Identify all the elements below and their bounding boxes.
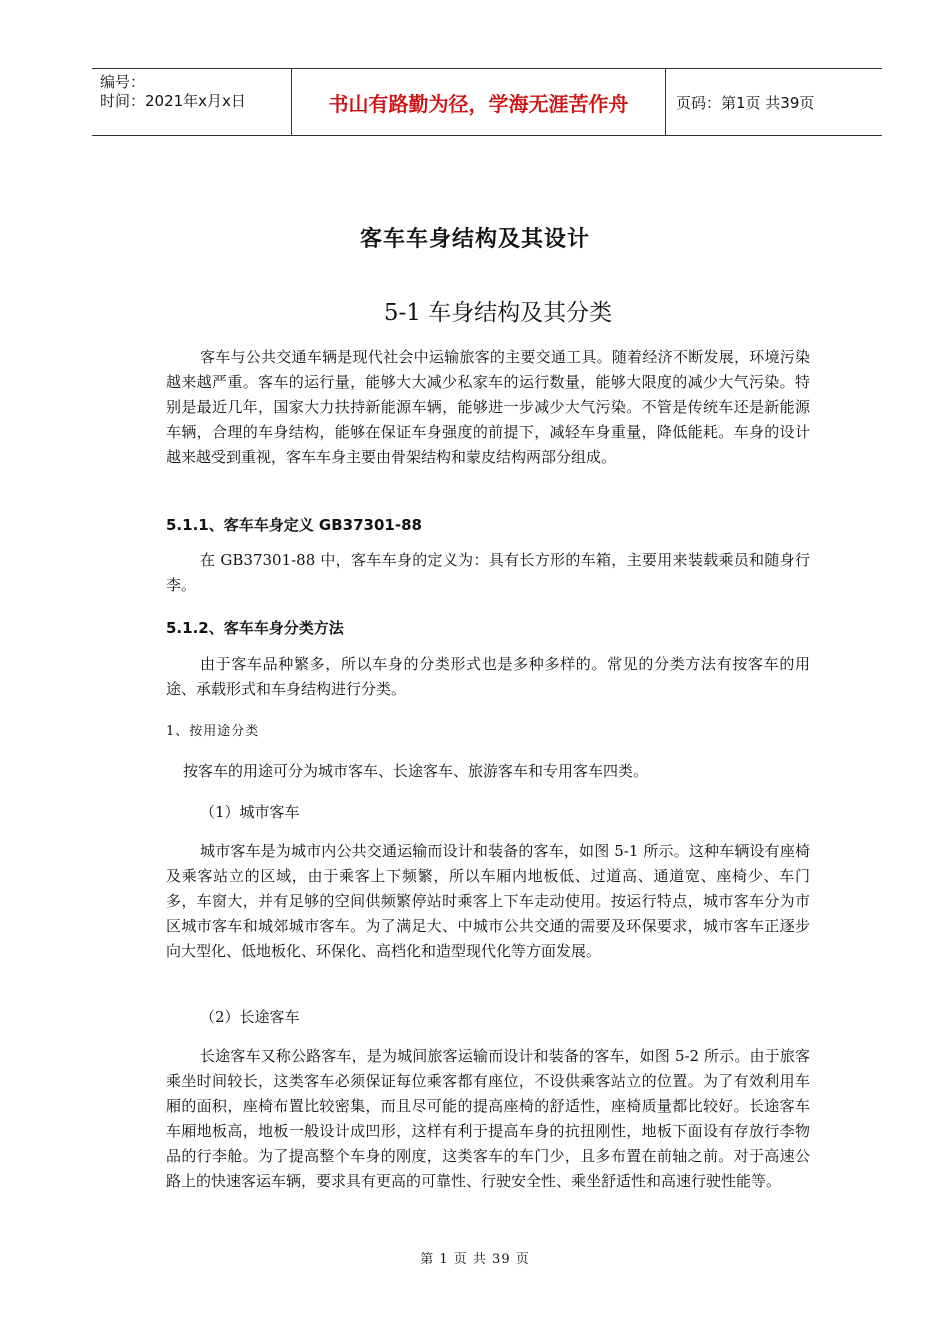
intro-paragraph: 客车与公共交通车辆是现代社会中运输旅客的主要交通工具。随着经济不断发展，环境污染越来越严重。客车的运行量，能够大大减少私家车的运行数量，能够大限度的减少大气污染。特别是最近几年，国家大力扶持新能源车辆，能够进一步减少大气污染。不管是传统车还是新能源车辆，合理的车身结构，能够在保证车身强度的前提下，减轻车身重量，降低能耗。车身的设计越来越受到重视，客车车身主要由骨架结构和蒙皮结构两部分组成。 [166, 348, 810, 466]
label-city-bus: （1）城市客车 [200, 803, 300, 821]
header-number: 编号： [100, 73, 146, 91]
paragraph-city-bus: 城市客车是为城市内公共交通运输而设计和装备的客车，如图 5-1 所示。这种车辆设有座椅及乘客站立的区域，由于乘客上下频繁，所以车厢内地板低、过道高、通道宽、座椅少、车门多，车窗大，并有足够的空间供频繁停站时乘客上下车走动使用。按运行特点，城市客车分为市区城市客车和城郊城市客车。为了满足大、中城市公共交通的需要及环保要求，城市客车正逐步向大型化、低地板化、环保化、高档化和造型现代化等方面发展。 [166, 842, 810, 960]
paragraph-5-1-1: 在 GB37301-88 中，客车车身的定义为：具有长方形的车箱，主要用来装载乘员和随身行李。 [166, 551, 810, 594]
heading-by-use: 1、按用途分类 [166, 724, 260, 739]
paragraph-coach: 长途客车又称公路客车，是为城间旅客运输而设计和装备的客车，如图 5-2 所示。由于旅客乘坐时间较长，这类客车必须保证每位乘客都有座位，不设供乘客站立的位置。为了有效利用车厢的面积，座椅布置比较密集，而且尽可能的提高座椅的舒适性，座椅质量都比较好。长途客车车厢地板高，地板一般设计成凹形，这样有利于提高车身的抗扭刚性，地板下面设有存放行李物品的行李舱。为了提高整个车身的刚度，这类客车的车门少，且多布置在前轴之前。对于高速公路上的快速客运车辆，要求具有更高的可靠性、行驶安全性、乘坐舒适性和高速行驶性能等。 [166, 1047, 810, 1190]
paragraph-5-1-2: 由于客车品种繁多，所以车身的分类形式也是多种多样的。常见的分类方法有按客车的用途、承载形式和车身结构进行分类。 [166, 655, 810, 698]
header-motto: 书山有路勤为径，学海无涯苦作舟 [292, 69, 666, 135]
label-coach: （2）长途客车 [200, 1008, 300, 1026]
paragraph-by-use: 按客车的用途可分为城市客车、长途客车、旅游客车和专用客车四类。 [183, 762, 649, 780]
header-page-info: 页码：第1页 共39页 [676, 93, 815, 112]
header-time: 时间：2021年x月x日 [100, 92, 246, 110]
document-title: 客车车身结构及其设计 [359, 227, 590, 252]
heading-5-1-1: 5.1.1、客车车身定义 GB37301-88 [166, 516, 422, 534]
header-meta [92, 69, 292, 135]
page-header [92, 68, 882, 136]
heading-5-1-2: 5.1.2、客车车身分类方法 [166, 619, 344, 637]
page-footer: 第 1 页 共 39 页 [420, 1252, 530, 1267]
section-title: 5-1 车身结构及其分类 [383, 300, 613, 326]
